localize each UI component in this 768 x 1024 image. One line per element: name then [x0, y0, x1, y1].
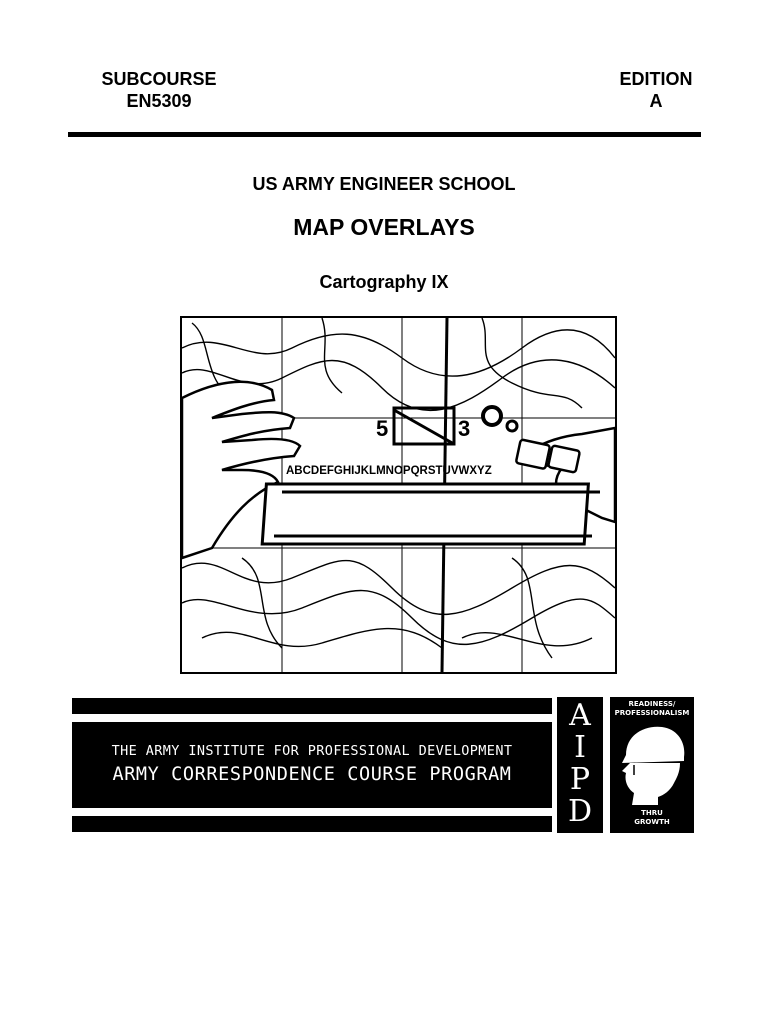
soldier-head-icon: [614, 721, 690, 807]
edition-label: EDITION: [619, 69, 693, 89]
lettering-alphabet: ABCDEFGHIJKLMNOPQRSTUVWXYZ: [286, 465, 492, 477]
subcourse-number: EN5309: [126, 91, 192, 111]
emblem-readiness-text: READINESS/: [628, 700, 676, 708]
emblem-thru-text: THRU: [641, 809, 663, 817]
edition-value: A: [649, 91, 663, 111]
cover-illustration: [180, 316, 617, 674]
emblem-bottom-text: [610, 809, 694, 827]
aipd-logo: [557, 697, 603, 833]
emblem-professionalism-text: PROFESSIONALISM: [614, 709, 690, 717]
map-overlay-lettering-illustration-icon: [182, 318, 615, 672]
header-rule: [68, 132, 701, 137]
subcourse-header: [96, 68, 222, 112]
emblem-top-text: [610, 700, 694, 718]
aipd-letter-i: I: [574, 730, 586, 765]
emblem-growth-text: GROWTH: [634, 818, 670, 826]
banner-program-text: ARMY CORRESPONDENCE COURSE PROGRAM: [112, 764, 512, 785]
soldier-emblem: [610, 697, 694, 833]
edition-header: [612, 68, 700, 112]
banner-institute-text: THE ARMY INSTITUTE FOR PROFESSIONAL DEVELOPMENT: [111, 743, 513, 759]
banner-bottom-bar: [72, 816, 552, 832]
aipd-letter-p: P: [569, 762, 591, 797]
school-name: US ARMY ENGINEER SCHOOL: [252, 174, 516, 194]
overlay-number-right: 3: [458, 416, 471, 441]
aipd-letter-d: D: [567, 794, 593, 829]
banner-top-bar: [72, 698, 552, 714]
aipd-letter-a: A: [569, 698, 591, 733]
page-subtitle: Cartography IX: [319, 272, 449, 292]
page-title: MAP OVERLAYS: [293, 214, 475, 240]
subcourse-label: SUBCOURSE: [101, 69, 217, 89]
overlay-number-left: 5: [376, 416, 389, 441]
aipd-banner: [72, 698, 552, 832]
